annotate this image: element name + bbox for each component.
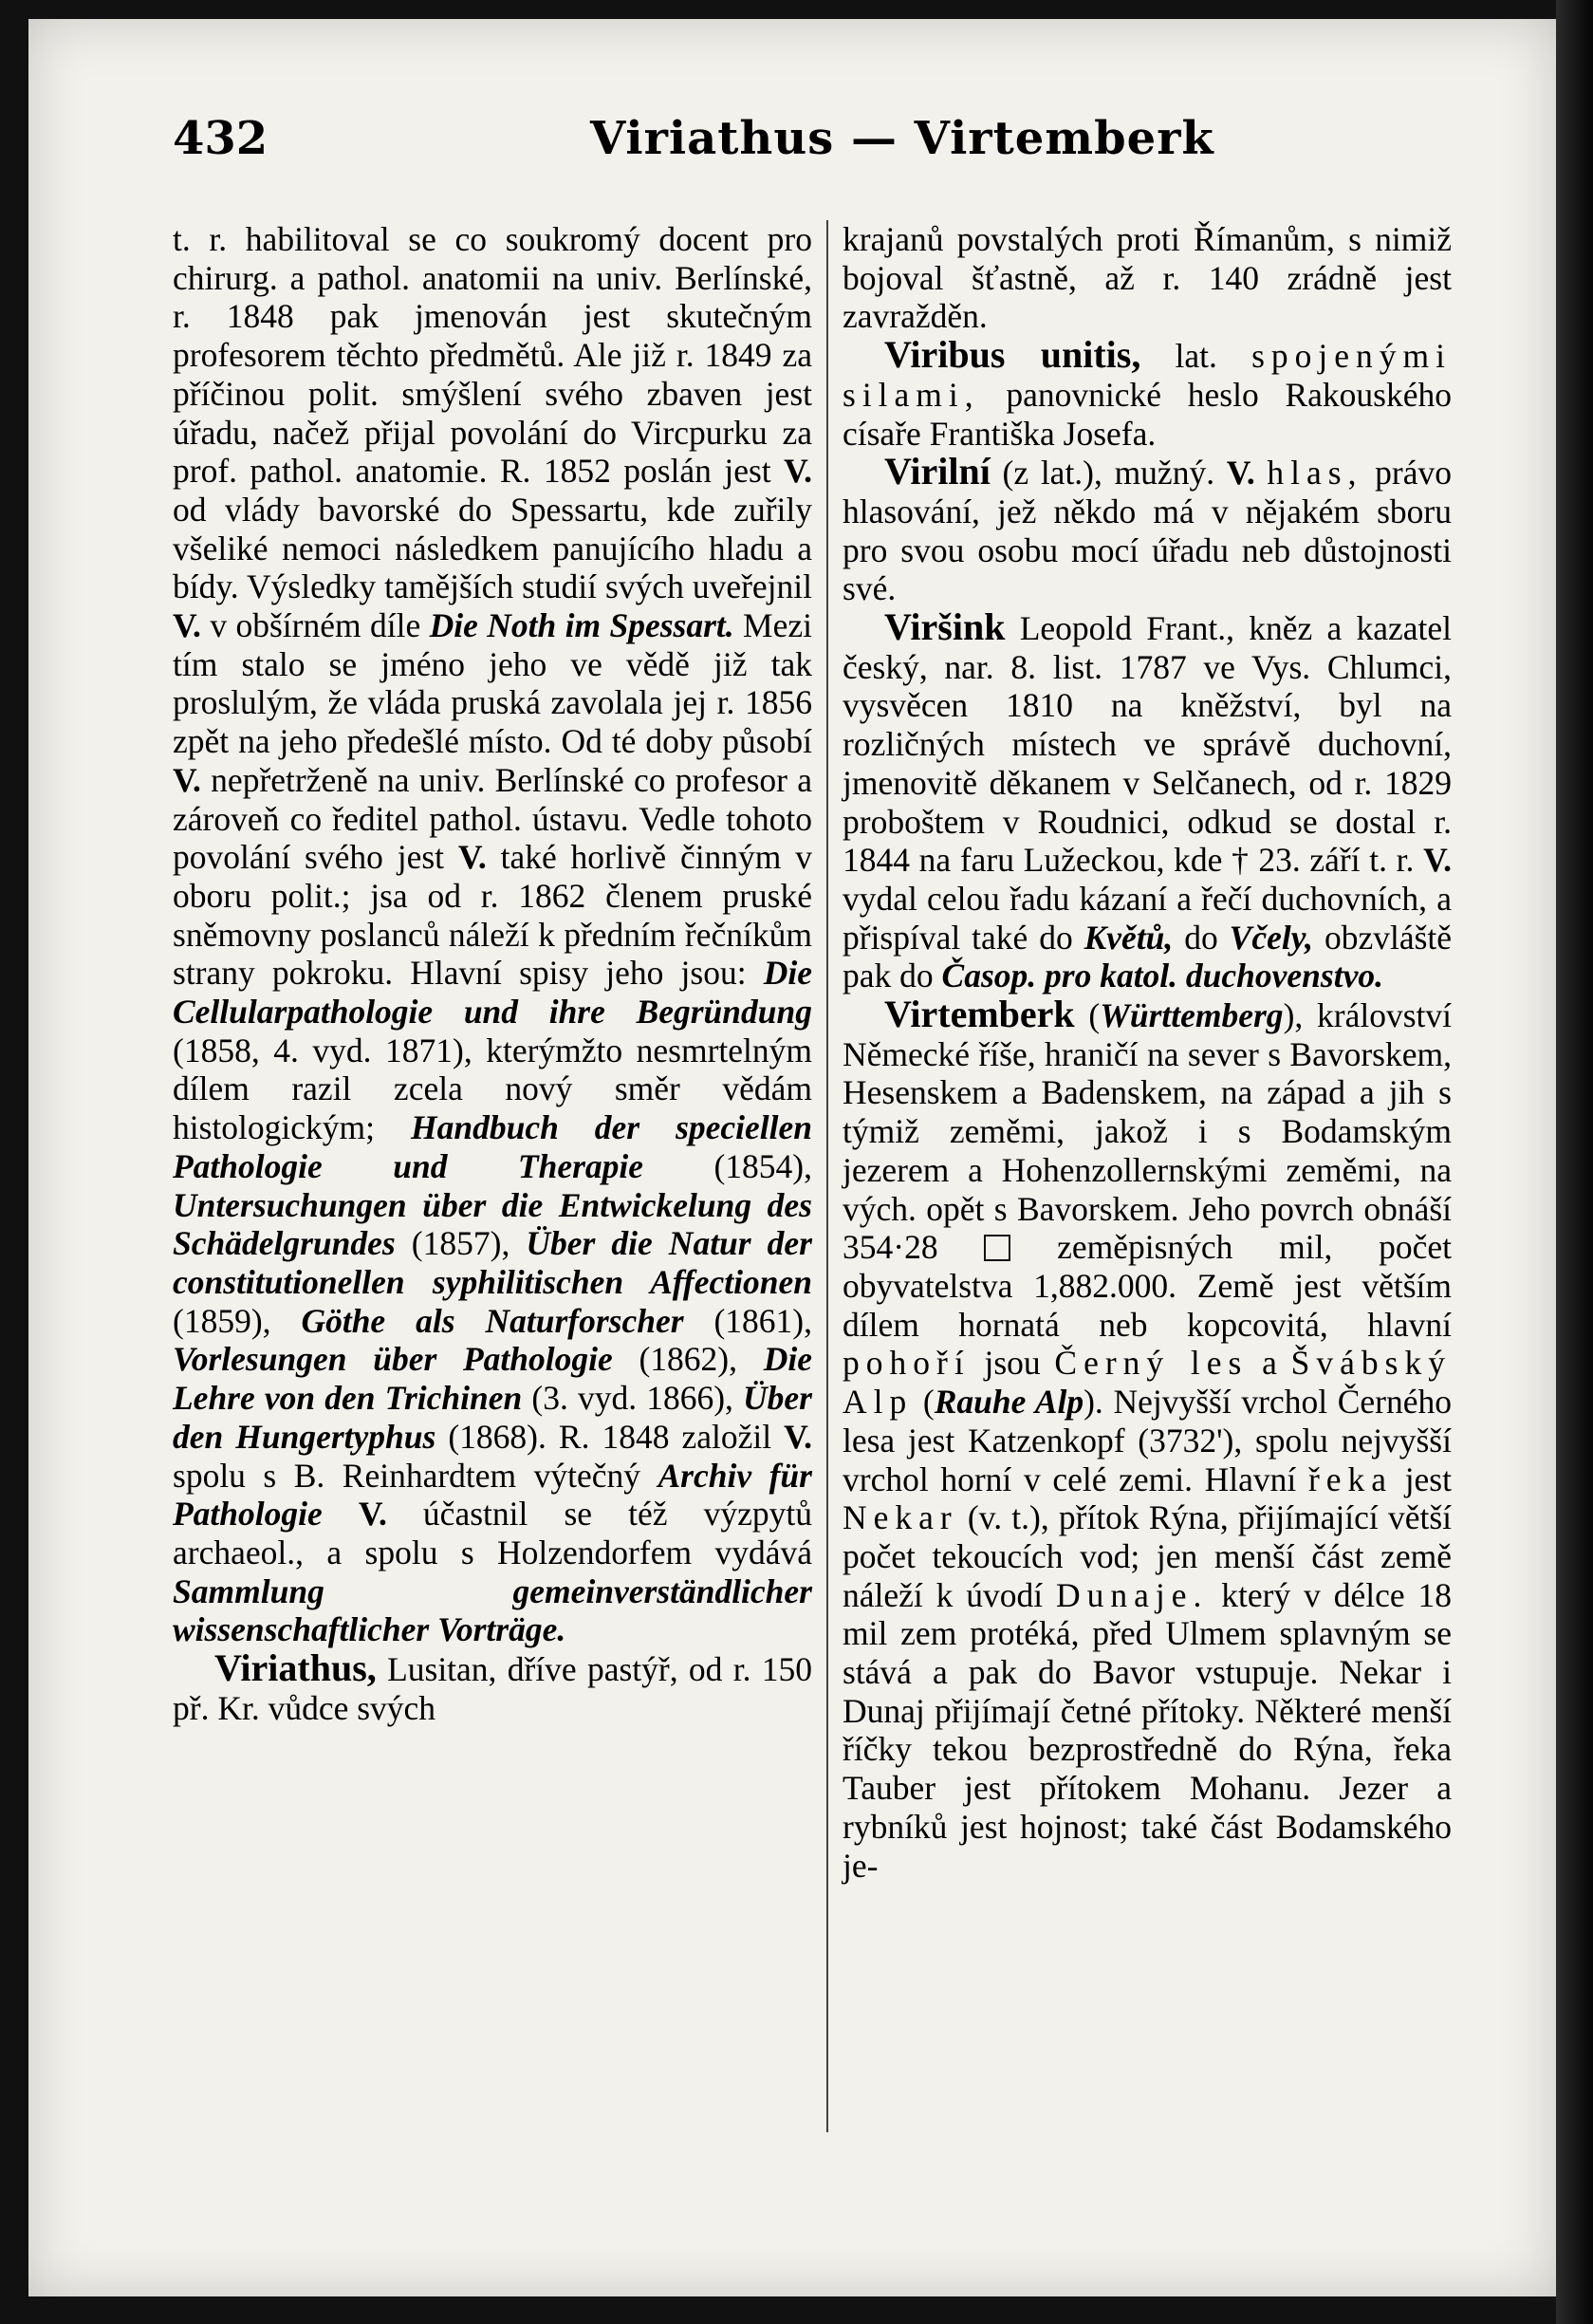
scan-edge [1556,0,1593,2324]
work-title: Die Noth im Spessart. [429,606,734,645]
work-title: Göthe als Naturforscher [301,1301,684,1340]
entry-virsink: Viršink Leopold Frant., kněz a kazatel český, nar. 8. list. 1787 ve Vys. Chlumci, vysvěcen 1810 na kněžství, byl na rozličných místech ve správě duchovní, jmenovitě děkanem v Selčanech, od r. 1829 proboštem v Roudnici, odkud se dostal r. 1844 na faru Lužeckou, kde † 23. září t. r. V. vydal celou řadu kázaní a řečí duchovních, a přispíval také do Květů, do Včely, obzvláště pak do Časop. pro katol. duchovenstvo. [843,605,1453,995]
work-title: Květů, [1084,918,1174,957]
headword: Virtemberk [884,993,1075,1036]
entry-viribus-unitis: Viribus unitis, lat. spojenými silami, panovnické heslo Rakouského císaře Františka Josefa. [843,333,1453,453]
work-title: Včely, [1229,918,1314,957]
work-title: Die Lehre von den Trichinen [173,1340,812,1418]
entry-virchow-continued: t. r. habilitoval se co soukromý docent pro chirurg. a pathol. anatomii na univ. Berlínské, r. 1848 pak jmenován jest skutečným profesorem těchto předmětů. Ale již r. 1849 za příčinou polit. smýšlení svého zbaven jest úřadu, načež přijal povolání do Vircpurku za prof. pathol. anatomie. R. 1852 poslán jest V. od vlády bavorské do Spessartu, kde zuřily všeliké nemoci následkem panujícího hladu a bídy. Výsledky tamějších studií svých uveřejnil V. v obšírném díle Die Noth im Spessart. Mezi tím stalo se jméno jeho ve vědě již tak proslulým, že vláda pruská zavolala jej r. 1856 zpět na jeho předešlé místo. Od té doby působí V. nepřetrženě na univ. Berlínské co profesor a zároveň co ředitel pathol. ústavu. Vedle tohoto povolání svého jest V. také horlivě činným v oboru polit.; jsa od r. 1862 členem pruské sněmovny poslanců náleží k předním řečníkům strany pokroku. Hlavní spisy jeho jsou: Die Cellularpathologie und ihre Begründung (1858, 4. vyd. 1871), kterýmžto nesmrtelným dílem razil zcela nový směr vědám histologickým; Handbuch der speciellen Pathologie und Therapie (1854), Untersuchungen über die Entwickelung des Schädelgrundes (1857), Über die Natur der constitutionellen syphilitischen Affectionen (1859), Göthe als Naturforscher (1861), Vorlesungen über Pathologie (1862), Die Lehre von den Trichinen (3. vyd. 1866), Über den Hungertyphus (1868). R. 1848 založil V. spolu s B. Reinhardtem výtečný Archiv für Pathologie V. účastnil se též výzpytů archaeol., a spolu s Holzendorfem vydává Sammlung gemeinverständlicher wissenschaftlicher Vorträge. [173,220,813,1649]
entry-viriathus: Viriathus, Lusitan, dříve pastýř, od r. 150 př. Kr. vůdce svých [173,1646,812,1727]
work-title: Handbuch der speciellen Pathologie und Therapie [173,1108,812,1185]
work-title: Die Cellularpathologie und ihre Begründung [173,954,812,1032]
square-mile-icon [984,1235,1010,1261]
column-divider [826,220,828,2132]
entry-virtemberk: Virtemberk (Württemberg), království Německé říše, hraničí na sever s Bavorskem, Hesenskem a Badenskem, na západ a jih s týmiž zeměmi, jakož i s Bodamským jezerem a Hohenzollernskými zeměmi, na vých. opět s Bavorskem. Jeho povrch obnáší 354·28 zeměpisných mil, počet obyvatelstva 1,882.000. Země jest větším dílem hornatá neb kopcovitá, hlavní pohoří jsou Černý les a Švábský Alp (Rauhe Alp). Nejvyšší vrchol Černého lesa jest Katzenkopf (3732'), spolu nejvyšší vrchol horní v celé zemi. Hlavní řeka jest Nekar (v. t.), přítok Rýna, přijímající větší počet tekoucích vod; jen menší část země náleží k úvodí Dunaje. který v délce 18 mil zem protéká, před Ulmem splavným se stává a pak do Bavor vstupuje. Nekar i Dunaj přijímají četné přítoky. Některé menší říčky tekou bezprostředně do Rýna, řeka Tauber jest přítokem Mohanu. Jezer a rybníků jest hojnost; také část Bodamského je- [843,993,1453,1885]
entry-virilni: Virilní (z lat.), mužný. V. hlas, právo hlasování, jež někdo má v nějakém sboru pro svou osobu mocí úřadu neb důstojnosti své. [843,450,1452,608]
work-title: Untersuchungen über die Entwickelung des Schädelgrundes [173,1185,812,1263]
left-column [173,220,812,2137]
work-title: Über die Natur der constitutionellen syphilitischen Affectionen [173,1224,812,1301]
headword: Viriathus, [214,1646,377,1690]
running-title: Viriathus — Virtemberk [590,112,1214,165]
work-title: Vorlesungen über Pathologie [173,1340,613,1379]
work-title: Časop. pro katol. duchovenstvo. [941,957,1383,995]
page-number: 432 [173,112,269,165]
headword: Viribus unitis, [884,333,1141,377]
right-column [843,220,1452,2137]
work-title: Archiv für Pathologie [173,1456,812,1534]
entry-viriathus-continued: krajanů povstalých proti Římanům, s nimiž bojoval šťastně, až r. 140 zrádně jest zavražděn. [843,220,1452,336]
headword: Viršink [884,605,1006,649]
headword: Virilní [884,450,991,493]
page-header [173,112,1444,188]
work-title: Sammlung gemeinverständlicher wissenschaftlicher Vorträge. [173,1571,812,1649]
work-title: Über den Hungertyphus [173,1379,812,1456]
